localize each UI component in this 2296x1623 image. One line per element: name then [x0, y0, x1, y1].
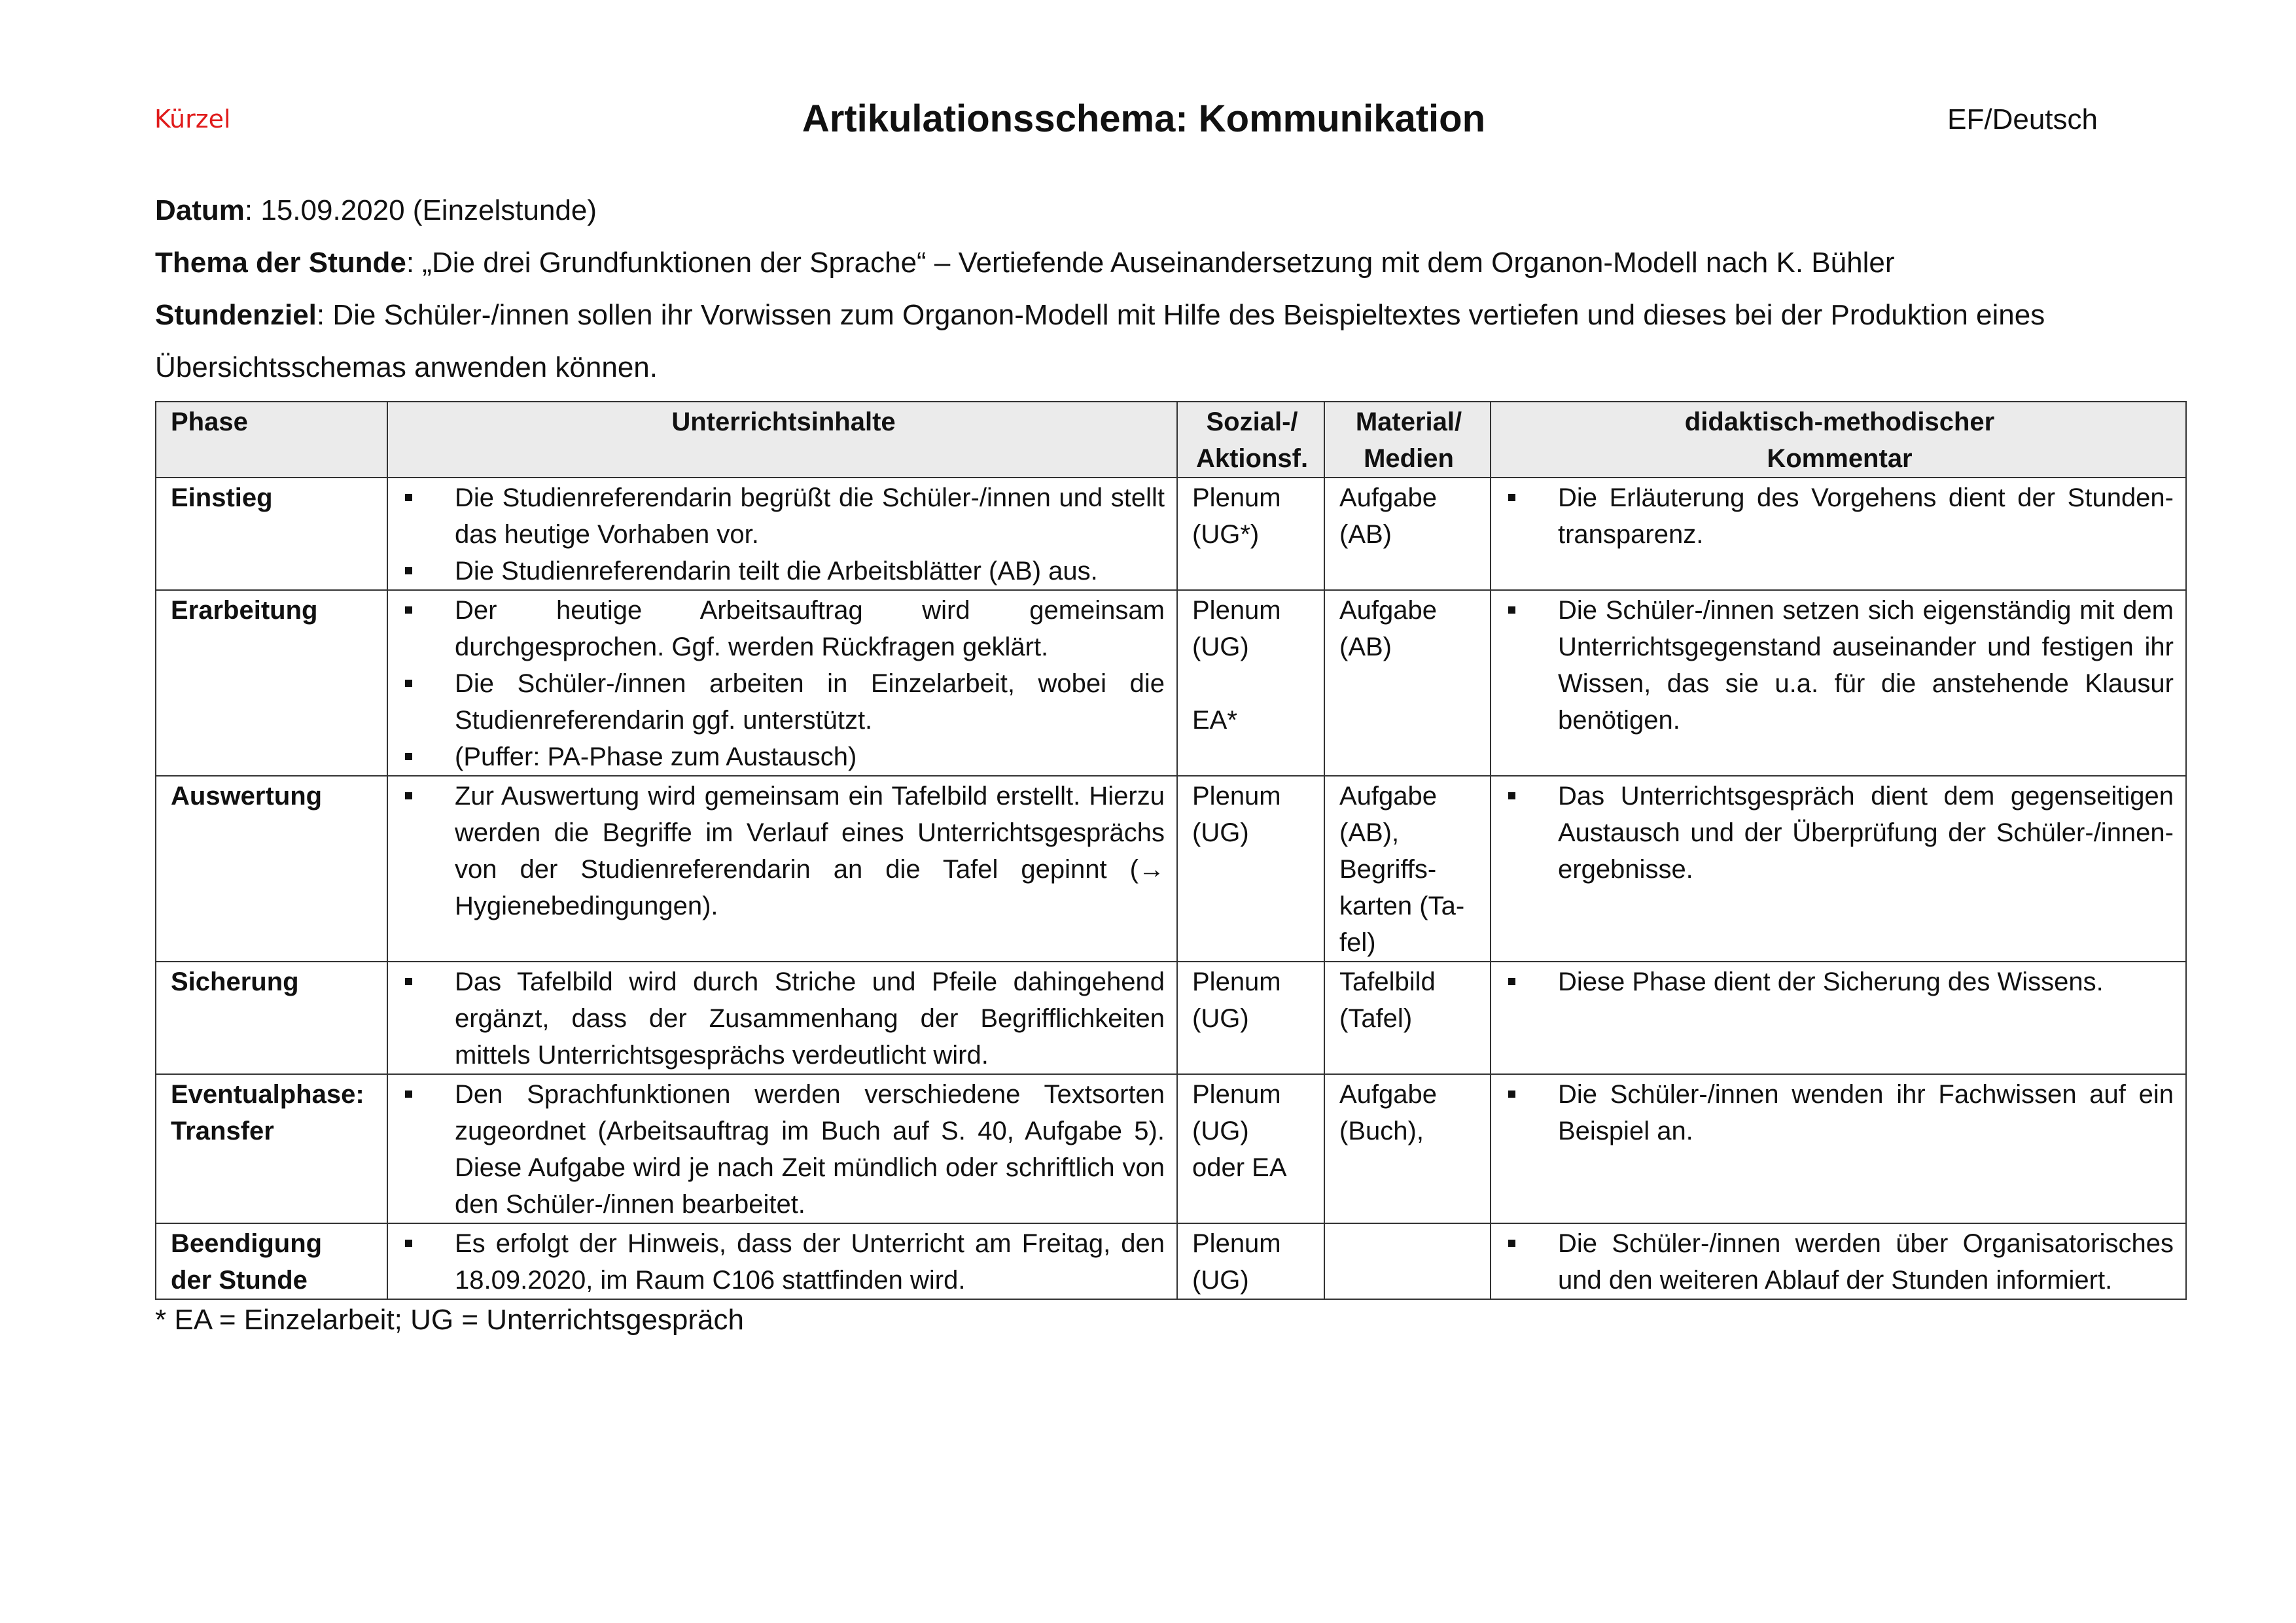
phase-cell: Erarbeitung [156, 590, 387, 776]
page-title-text: Artikulationsschema: Kommunikation [802, 97, 1485, 140]
sozial-line: Plenum [1192, 1080, 1281, 1109]
table-row [156, 776, 2186, 962]
material-line: (Buch), [1339, 1117, 1424, 1145]
sozial-cell [1177, 962, 1324, 1074]
table-header-row [156, 402, 2186, 478]
list-item: Der heutige Arbeitsauftrag wird gemeinsam durchgesprochen. Ggf. werden Rückfragen geklärt. [402, 592, 1165, 665]
kommentar-cell [1491, 478, 2186, 590]
table-row [156, 478, 2186, 590]
sozial-cell [1177, 590, 1324, 776]
material-cell [1324, 590, 1491, 776]
material-line: fel) [1339, 928, 1376, 957]
material-line: Aufgabe [1339, 596, 1438, 625]
phase-line: Transfer [171, 1117, 274, 1145]
list-item: Diese Phase dient der Sicherung des Wissens. [1506, 964, 2174, 1000]
phase-cell: Sicherung [156, 962, 387, 1074]
material-line: (AB) [1339, 633, 1392, 661]
sozial-line: (UG) [1192, 1266, 1249, 1295]
material-line: Aufgabe [1339, 782, 1438, 811]
inhalte-cell [387, 776, 1177, 962]
sozial-line: Plenum [1192, 1229, 1281, 1258]
kommentar-cell [1491, 962, 2186, 1074]
sozial-line: oder EA [1192, 1153, 1287, 1182]
phase-line: Beendigung [171, 1229, 323, 1258]
kuerzel-label: Kürzel [154, 105, 231, 133]
header-sozial-line1: Sozial-/ [1206, 408, 1298, 436]
phase-cell: Auswertung [156, 776, 387, 962]
sozial-cell [1177, 776, 1324, 962]
ziel-line [155, 289, 2144, 394]
material-line: (AB) [1339, 520, 1392, 549]
sozial-line: Plenum [1192, 782, 1281, 811]
datum-value: : 15.09.2020 (Einzelstunde) [244, 194, 597, 226]
header-sozial-line2: Aktionsf. [1195, 444, 1309, 473]
sozial-cell [1177, 1223, 1324, 1299]
material-line: Begriffs- [1339, 855, 1437, 884]
sozial-line: (UG*) [1192, 520, 1260, 549]
table-row [156, 1074, 2186, 1223]
inhalte-cell [387, 1074, 1177, 1223]
phase-line: der Stunde [171, 1266, 308, 1295]
list-item: Den Sprachfunktionen werden verschiedene Textsorten zugeordnet (Arbeitsauftrag im Buch auf S. 40, Aufgabe 5). Diese Aufgabe wird je nach Zeit mündlich oder schriftlich von den Schüler-/innen bearbeitet. [402, 1076, 1165, 1223]
material-line: Aufgabe [1339, 1080, 1438, 1109]
list-item: Die Erläuterung des Vorgehens dient der Stunden-transparenz. [1506, 480, 2174, 553]
phase-cell: Einstieg [156, 478, 387, 590]
ziel-value: : Die Schüler-/innen sollen ihr Vorwissen zum Organon-Modell mit Hilfe des Beispieltextes vertiefen und dieses bei der Produktion eines Übersichtsschemas anwenden können. [155, 299, 2045, 383]
header-kommentar-line1: didaktisch-methodischer [1684, 408, 1995, 436]
list-item: Die Schüler-/innen setzen sich eigenständig mit dem Unterrichtsgegenstand auseinander und festigen ihr Wissen, das sie u.a. für die anstehende Klausur benötigen. [1506, 592, 2174, 739]
list-item: Die Studienreferendarin begrüßt die Schüler-/innen und stellt das heutige Vorhaben vor. [402, 480, 1165, 553]
header-phase: Phase [156, 402, 387, 478]
list-item: Die Schüler-/innen wenden ihr Fachwissen auf ein Beispiel an. [1506, 1076, 2174, 1149]
list-item: Die Studienreferendarin teilt die Arbeitsblätter (AB) aus. [402, 553, 1165, 589]
list-item: Die Schüler-/innen arbeiten in Einzelarbeit, wobei die Studienreferendarin ggf. unterstützt. [402, 665, 1165, 739]
material-cell [1324, 962, 1491, 1074]
material-line: Tafelbild [1339, 968, 1436, 996]
header-material-line2: Medien [1364, 444, 1454, 473]
sozial-line: (UG) [1192, 1117, 1249, 1145]
footnote: * EA = Einzelarbeit; UG = Unterrichtsgespräch [155, 1304, 744, 1336]
datum-line [155, 184, 2144, 237]
thema-value: : „Die drei Grundfunktionen der Sprache“ – Vertiefende Auseinandersetzung mit dem Organon-Modell nach K. Bühler [406, 247, 1895, 279]
list-item: Zur Auswertung wird gemeinsam ein Tafelbild erstellt. Hierzu werden die Begriffe im Verlauf eines Unterrichtsgesprächs von der Studienreferendarin an die Tafel gepinnt (→ Hygienebedingungen). [402, 778, 1165, 924]
sozial-line: (UG) [1192, 633, 1249, 661]
sozial-line: EA* [1192, 706, 1237, 735]
header-sozial [1177, 402, 1324, 478]
material-cell [1324, 776, 1491, 962]
material-line: karten (Ta- [1339, 892, 1465, 920]
kommentar-cell [1491, 590, 2186, 776]
thema-line [155, 237, 2144, 289]
sozial-line: (UG) [1192, 818, 1249, 847]
phase-cell [156, 1074, 387, 1223]
thema-label: Thema der Stunde [155, 247, 406, 279]
header-kommentar-line2: Kommentar [1767, 444, 1913, 473]
table-row [156, 962, 2186, 1074]
sozial-line: Plenum [1192, 483, 1281, 512]
sozial-line: (UG) [1192, 1004, 1249, 1033]
header-inhalte: Unterrichtsinhalte [387, 402, 1177, 478]
table-row [156, 590, 2186, 776]
articulation-table [155, 401, 2187, 1300]
inhalte-cell [387, 1223, 1177, 1299]
page-title [0, 97, 1485, 141]
header-material-line1: Material/ [1355, 408, 1462, 436]
material-line: (Tafel) [1339, 1004, 1413, 1033]
kommentar-cell [1491, 776, 2186, 962]
subject-label: EF/Deutsch [1947, 103, 2098, 135]
kommentar-cell [1491, 1074, 2186, 1223]
sozial-cell [1177, 478, 1324, 590]
kommentar-cell [1491, 1223, 2186, 1299]
list-item: Die Schüler-/innen werden über Organisatorisches und den weiteren Ablauf der Stunden informiert. [1506, 1225, 2174, 1299]
list-item: (Puffer: PA-Phase zum Austausch) [402, 739, 1165, 775]
material-cell [1324, 478, 1491, 590]
material-line: Aufgabe [1339, 483, 1438, 512]
sozial-line: Plenum [1192, 596, 1281, 625]
sozial-line: Plenum [1192, 968, 1281, 996]
phase-cell [156, 1223, 387, 1299]
list-item: Es erfolgt der Hinweis, dass der Unterricht am Freitag, den 18.09.2020, im Raum C106 stattfinden wird. [402, 1225, 1165, 1299]
sozial-cell [1177, 1074, 1324, 1223]
list-item: Das Unterrichtsgespräch dient dem gegenseitigen Austausch und der Überprüfung der Schüler-/innen-ergebnisse. [1506, 778, 2174, 888]
header-material [1324, 402, 1491, 478]
datum-label: Datum [155, 194, 245, 226]
material-cell [1324, 1223, 1491, 1299]
header-kommentar [1491, 402, 2186, 478]
table-row [156, 1223, 2186, 1299]
ziel-label: Stundenziel [155, 299, 317, 331]
inhalte-cell [387, 590, 1177, 776]
inhalte-cell [387, 962, 1177, 1074]
material-cell [1324, 1074, 1491, 1223]
list-item: Das Tafelbild wird durch Striche und Pfeile dahingehend ergänzt, dass der Zusammenhang der Begrifflichkeiten mittels Unterrichtsgesprächs verdeutlicht wird. [402, 964, 1165, 1073]
lesson-meta [155, 184, 2144, 394]
inhalte-cell [387, 478, 1177, 590]
phase-line: Eventualphase: [171, 1080, 364, 1109]
material-line: (AB), [1339, 818, 1400, 847]
